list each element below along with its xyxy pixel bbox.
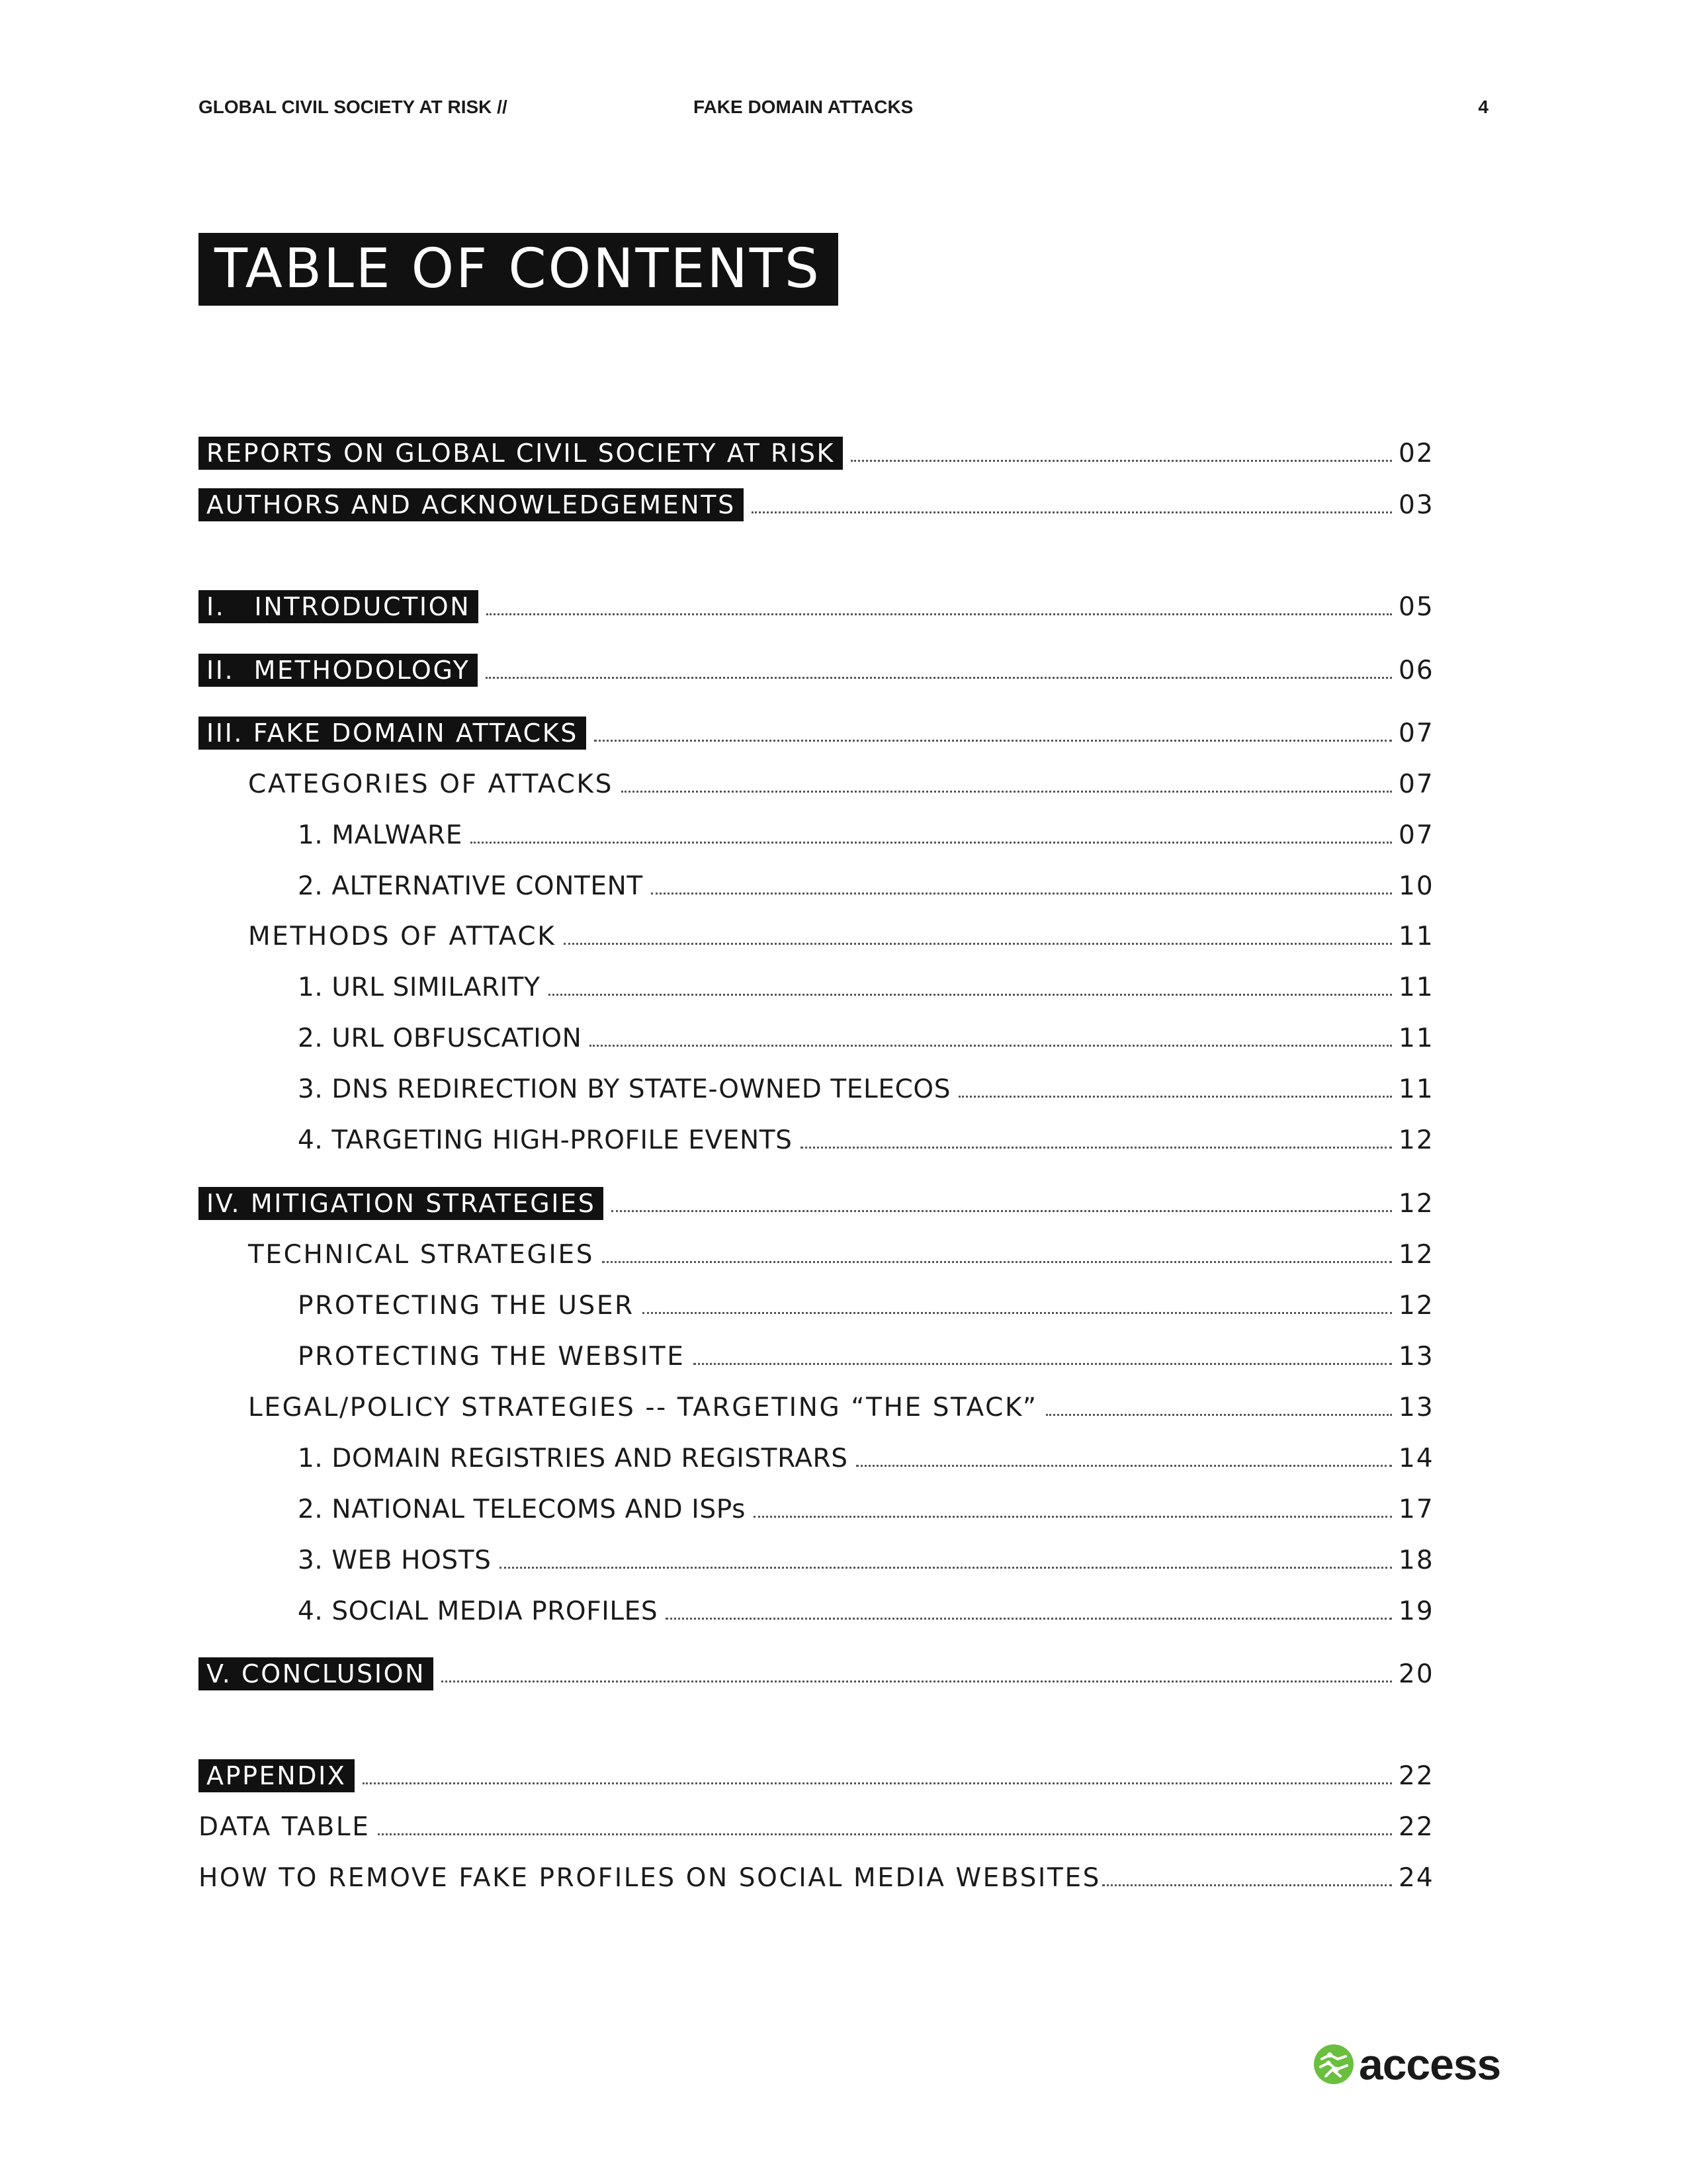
toc-entry-methods[interactable] (248, 913, 1434, 953)
dot-leader (441, 1681, 1392, 1682)
toc-entry-page: 07 (1399, 769, 1434, 799)
toc-entry-page: 11 (1399, 1024, 1434, 1053)
dot-leader (752, 511, 1392, 513)
toc-entry-introduction[interactable] (198, 584, 1434, 623)
dot-leader (651, 893, 1392, 895)
dot-leader (594, 740, 1392, 742)
toc-entry-dns-redirection[interactable] (298, 1066, 1434, 1106)
toc-entry-page: 13 (1399, 1393, 1434, 1422)
dot-leader (800, 1147, 1392, 1149)
toc-entry-page: 13 (1399, 1342, 1434, 1372)
toc-entry-label: 2. URL OBFUSCATION (298, 1024, 582, 1053)
access-logo-icon (1313, 2043, 1355, 2085)
toc-entry-label: PROTECTING THE USER (298, 1291, 634, 1321)
toc-entry-appendix[interactable] (198, 1753, 1434, 1792)
toc-entry-page: 12 (1399, 1125, 1434, 1155)
toc-entry-page: 24 (1399, 1863, 1434, 1893)
toc-entry-page: 22 (1399, 1812, 1434, 1842)
toc-entry-conclusion[interactable] (198, 1651, 1434, 1690)
toc-entry-page: 17 (1399, 1495, 1434, 1524)
toc-entry-page: 02 (1399, 439, 1434, 468)
page-title: TABLE OF CONTENTS (198, 233, 838, 306)
toc-entry-label: LEGAL/POLICY STRATEGIES -- TARGETING “THE STACK” (248, 1393, 1038, 1422)
toc-entry-page: 11 (1399, 973, 1434, 1002)
dot-leader (856, 1465, 1392, 1467)
toc-entry-page: 12 (1399, 1291, 1434, 1321)
toc-entry-web-hosts[interactable] (298, 1537, 1434, 1577)
toc-entry-label: METHODS OF ATTACK (248, 922, 556, 951)
toc-entry-telecoms-isps[interactable] (298, 1486, 1434, 1526)
header-section-title: FAKE DOMAIN ATTACKS (693, 97, 914, 117)
header-report-title: GLOBAL CIVIL SOCIETY AT RISK // (198, 97, 507, 117)
toc-entry-protecting-user[interactable] (298, 1282, 1434, 1322)
toc-entry-malware[interactable] (298, 812, 1434, 852)
toc-entry-label: I. INTRODUCTION (198, 590, 478, 623)
toc-entry-page: 22 (1399, 1761, 1434, 1791)
dot-leader (642, 1312, 1392, 1314)
toc-entry-remove-fake-profiles[interactable] (198, 1855, 1434, 1894)
toc-entry-label: IV. MITIGATION STRATEGIES (198, 1187, 603, 1220)
dot-leader (470, 842, 1392, 844)
toc-entry-legal-policy[interactable] (248, 1384, 1434, 1424)
dot-leader (666, 1618, 1392, 1620)
toc-entry-page: 05 (1399, 592, 1434, 622)
toc-entry-label: AUTHORS AND ACKNOWLEDGEMENTS (198, 488, 744, 521)
toc-entry-authors[interactable] (198, 482, 1434, 521)
toc-entry-label: CATEGORIES OF ATTACKS (248, 769, 613, 799)
dot-leader (621, 791, 1392, 793)
dot-leader (363, 1782, 1392, 1784)
dot-leader (1102, 1884, 1392, 1886)
toc-entry-page: 12 (1399, 1189, 1434, 1219)
toc-entry-page: 11 (1399, 922, 1434, 951)
toc-entry-page: 19 (1399, 1596, 1434, 1626)
toc-entry-label: 2. ALTERNATIVE CONTENT (298, 871, 643, 901)
dot-leader (1046, 1414, 1392, 1416)
dot-leader (548, 994, 1392, 996)
dot-leader (611, 1210, 1392, 1212)
toc-entry-methodology[interactable] (198, 647, 1434, 687)
toc-entry-label: REPORTS ON GLOBAL CIVIL SOCIETY AT RISK (198, 437, 843, 470)
toc-entry-label: HOW TO REMOVE FAKE PROFILES ON SOCIAL MEDIA WEBSITES (198, 1863, 1102, 1893)
toc-entry-label: 2. NATIONAL TELECOMS AND ISPs (298, 1495, 746, 1524)
dot-leader (486, 613, 1392, 615)
toc-entry-label: 1. URL SIMILARITY (298, 973, 541, 1002)
toc-entry-url-obfuscation[interactable] (298, 1015, 1434, 1055)
toc-entry-url-similarity[interactable] (298, 964, 1434, 1004)
toc-entry-categories[interactable] (248, 761, 1434, 801)
dot-leader (754, 1516, 1392, 1518)
toc-entry-technical[interactable] (248, 1231, 1434, 1271)
toc-entry-mitigation[interactable] (198, 1180, 1434, 1220)
toc-entry-page: 06 (1399, 656, 1434, 685)
toc-entry-reports[interactable] (198, 430, 1434, 470)
toc-entry-label: 4. TARGETING HIGH-PROFILE EVENTS (298, 1125, 793, 1155)
toc-entry-label: V. CONCLUSION (198, 1657, 433, 1690)
toc-entry-protecting-website[interactable] (298, 1333, 1434, 1373)
toc-entry-label: 1. DOMAIN REGISTRIES AND REGISTRARS (298, 1444, 848, 1473)
dot-leader (602, 1261, 1392, 1263)
toc-entry-page: 11 (1399, 1074, 1434, 1104)
toc-entry-label: TECHNICAL STRATEGIES (248, 1240, 595, 1270)
toc-entry-alternative-content[interactable] (298, 863, 1434, 902)
toc-entry-page: 10 (1399, 871, 1434, 901)
access-logo-wordmark: access (1359, 2040, 1501, 2089)
toc-entry-page: 07 (1399, 719, 1434, 748)
toc-entry-label: APPENDIX (198, 1759, 355, 1792)
toc-entry-label: 3. DNS REDIRECTION BY STATE-OWNED TELECOS (298, 1074, 951, 1104)
dot-leader (378, 1833, 1392, 1835)
dot-leader (499, 1567, 1392, 1569)
dot-leader (486, 677, 1392, 679)
toc-entry-label: PROTECTING THE WEBSITE (298, 1342, 685, 1372)
dot-leader (959, 1096, 1392, 1098)
header-page-number: 4 (1478, 97, 1489, 117)
toc-entry-page: 12 (1399, 1240, 1434, 1270)
toc-entry-label: DATA TABLE (198, 1812, 370, 1842)
dot-leader (564, 943, 1392, 945)
toc-entry-page: 14 (1399, 1444, 1434, 1473)
dot-leader (589, 1045, 1392, 1047)
toc-entry-page: 18 (1399, 1546, 1434, 1575)
toc-entry-label: 1. MALWARE (298, 820, 462, 850)
toc-entry-page: 03 (1399, 490, 1434, 520)
toc-entry-domain-registries[interactable] (298, 1435, 1434, 1475)
toc-entry-label: 4. SOCIAL MEDIA PROFILES (298, 1596, 658, 1626)
toc-entry-label: III. FAKE DOMAIN ATTACKS (198, 717, 586, 750)
toc-entry-label: 3. WEB HOSTS (298, 1546, 492, 1575)
running-header (198, 97, 1489, 123)
toc-entry-page: 07 (1399, 820, 1434, 850)
access-logo (1313, 2040, 1501, 2089)
dot-leader (851, 460, 1392, 462)
toc-entry-data-table[interactable] (198, 1804, 1434, 1843)
toc-entry-page: 20 (1399, 1659, 1434, 1689)
toc-entry-social-media-profiles[interactable] (298, 1588, 1434, 1628)
toc-entry-label: II. METHODOLOGY (198, 654, 478, 687)
dot-leader (693, 1363, 1392, 1365)
toc-entry-fake-domain-attacks[interactable] (198, 710, 1434, 750)
toc-entry-high-profile-events[interactable] (298, 1117, 1434, 1157)
